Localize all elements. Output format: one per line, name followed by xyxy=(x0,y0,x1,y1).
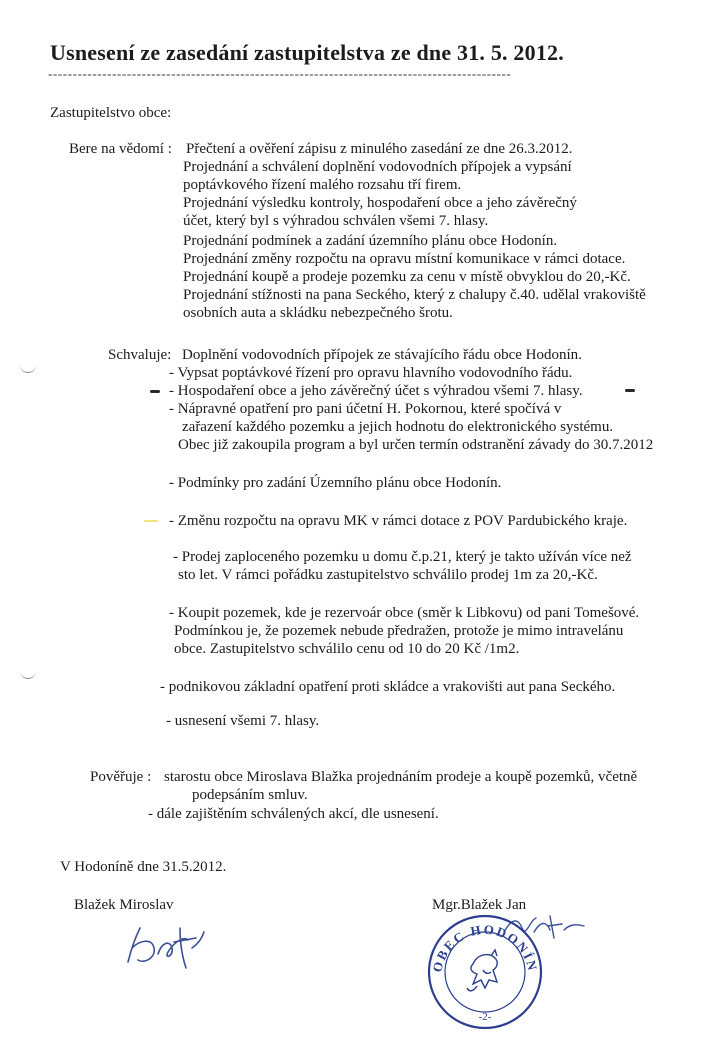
schvaluje-line-12: obce. Zastupitelstvo schválilo cenu od 10 do 20 Kč /1m2. xyxy=(174,641,520,657)
bere-line-5: účet, který byl s výhradou schválen všemi 7. hlasy. xyxy=(183,213,489,229)
signature-name-left: Blažek Miroslav xyxy=(74,897,174,913)
margin-tick xyxy=(20,364,36,373)
schvaluje-line-6: - Podmínky pro zadání Územního plánu obce Hodonín. xyxy=(169,475,502,491)
bere-line-4: Projednání výsledku kontroly, hospodaření obce a jeho závěrečný xyxy=(183,195,577,211)
schvaluje-line-9: sto let. V rámci pořádku zastupitelstvo schválilo prodej 1m za 20,-Kč. xyxy=(178,567,598,583)
schvaluje-line-4: zařazení každého pozemku a jejich hodnotu do elektronického systému. xyxy=(182,419,614,435)
bere-line-8: Projednání koupě a prodeje pozemku za cenu v místě obvyklou do 20,-Kč. xyxy=(183,269,631,285)
handwritten-dash-mark xyxy=(150,390,160,393)
schvaluje-line-2: - Hospodaření obce a jeho závěrečný účet s výhradou všemi 7. hlasy. xyxy=(169,383,583,399)
title-divider: ---------------------------------------------------------------------------------------------- xyxy=(48,66,512,81)
schvaluje-line-3: - Nápravné opatření pro pani účetní H. Pokornou, které spočívá v xyxy=(169,401,562,417)
margin-tick xyxy=(20,670,36,679)
place-date: V Hodoníně dne 31.5.2012. xyxy=(60,859,227,875)
bere-line-10: osobních auta a skládku nebezpečného šrotu. xyxy=(183,305,453,321)
stamp-number: -2- xyxy=(478,1011,492,1023)
intro-text: Zastupitelstvo obce: xyxy=(50,105,172,121)
bere-label: Bere na vědomí : xyxy=(69,141,172,157)
bere-line-2: Projednání a schválení doplnění vodovodních přípojek a vypsání xyxy=(183,159,572,175)
schvaluje-line-13: - podnikovou základní opatření proti skládce a vrakovišti aut pana Seckého. xyxy=(160,679,616,695)
document-title: Usnesení ze zasedání zastupitelstva ze dne 31. 5. 2012. xyxy=(50,40,564,65)
bere-line-7: Projednání změny rozpočtu na opravu místní komunikace v rámci dotace. xyxy=(183,251,626,267)
lion-emblem-icon xyxy=(467,950,497,991)
bere-line-3: poptávkového řízení malého rozsahu tří firem. xyxy=(183,177,462,193)
schvaluje-label: Schvaluje: xyxy=(108,347,172,363)
bere-line-6: Projednání podmínek a zadání územního plánu obce Hodonín. xyxy=(183,233,558,249)
bere-line-9: Projednání stížnosti na pana Seckého, který z chalupy č.40. udělal vrakoviště xyxy=(183,287,646,303)
schvaluje-line-7: - Změnu rozpočtu na opravu MK v rámci dotace z POV Pardubického kraje. xyxy=(169,513,628,529)
official-stamp xyxy=(425,912,545,1032)
schvaluje-line-11: Podmínkou je, že pozemek nebude předražen, protože je mimo intravelánu xyxy=(174,623,624,639)
schvaluje-line-14: - usnesení všemi 7. hlasy. xyxy=(166,713,320,729)
highlight-mark xyxy=(144,520,158,522)
poveruje-line-2: podepsáním smluv. xyxy=(192,787,308,803)
bere-line-1: Přečtení a ověření zápisu z minulého zasedání ze dne 26.3.2012. xyxy=(186,141,573,157)
schvaluje-line-8: - Prodej zaploceného pozemku u domu č.p.21, který je takto užíván více než xyxy=(173,549,632,565)
signature-name-right: Mgr.Blažek Jan xyxy=(432,897,527,913)
schvaluje-line-0: Doplnění vodovodních přípojek ze stávajícího řádu obce Hodonín. xyxy=(182,347,582,363)
poveruje-label: Pověřuje : xyxy=(90,769,152,785)
schvaluje-line-5: Obec již zakoupila program a byl určen termín odstranění závady do 30.7.2012 xyxy=(178,437,654,453)
handwritten-signature-left xyxy=(118,918,208,974)
poveruje-line-3: - dále zajištěním schválených akcí, dle usnesení. xyxy=(148,806,439,822)
stamp-text: OBEC HODONÍN xyxy=(429,921,541,974)
poveruje-line-1: starostu obce Miroslava Blažka projednáním prodeje a koupě pozemků, včetně xyxy=(164,769,638,785)
schvaluje-line-1: - Vypsat poptávkové řízení pro opravu hlavního vodovodního řádu. xyxy=(169,365,573,381)
handwritten-dash-mark xyxy=(625,389,635,392)
schvaluje-line-10: - Koupit pozemek, kde je rezervoár obce (směr k Libkovu) od pani Tomešové. xyxy=(169,605,640,621)
